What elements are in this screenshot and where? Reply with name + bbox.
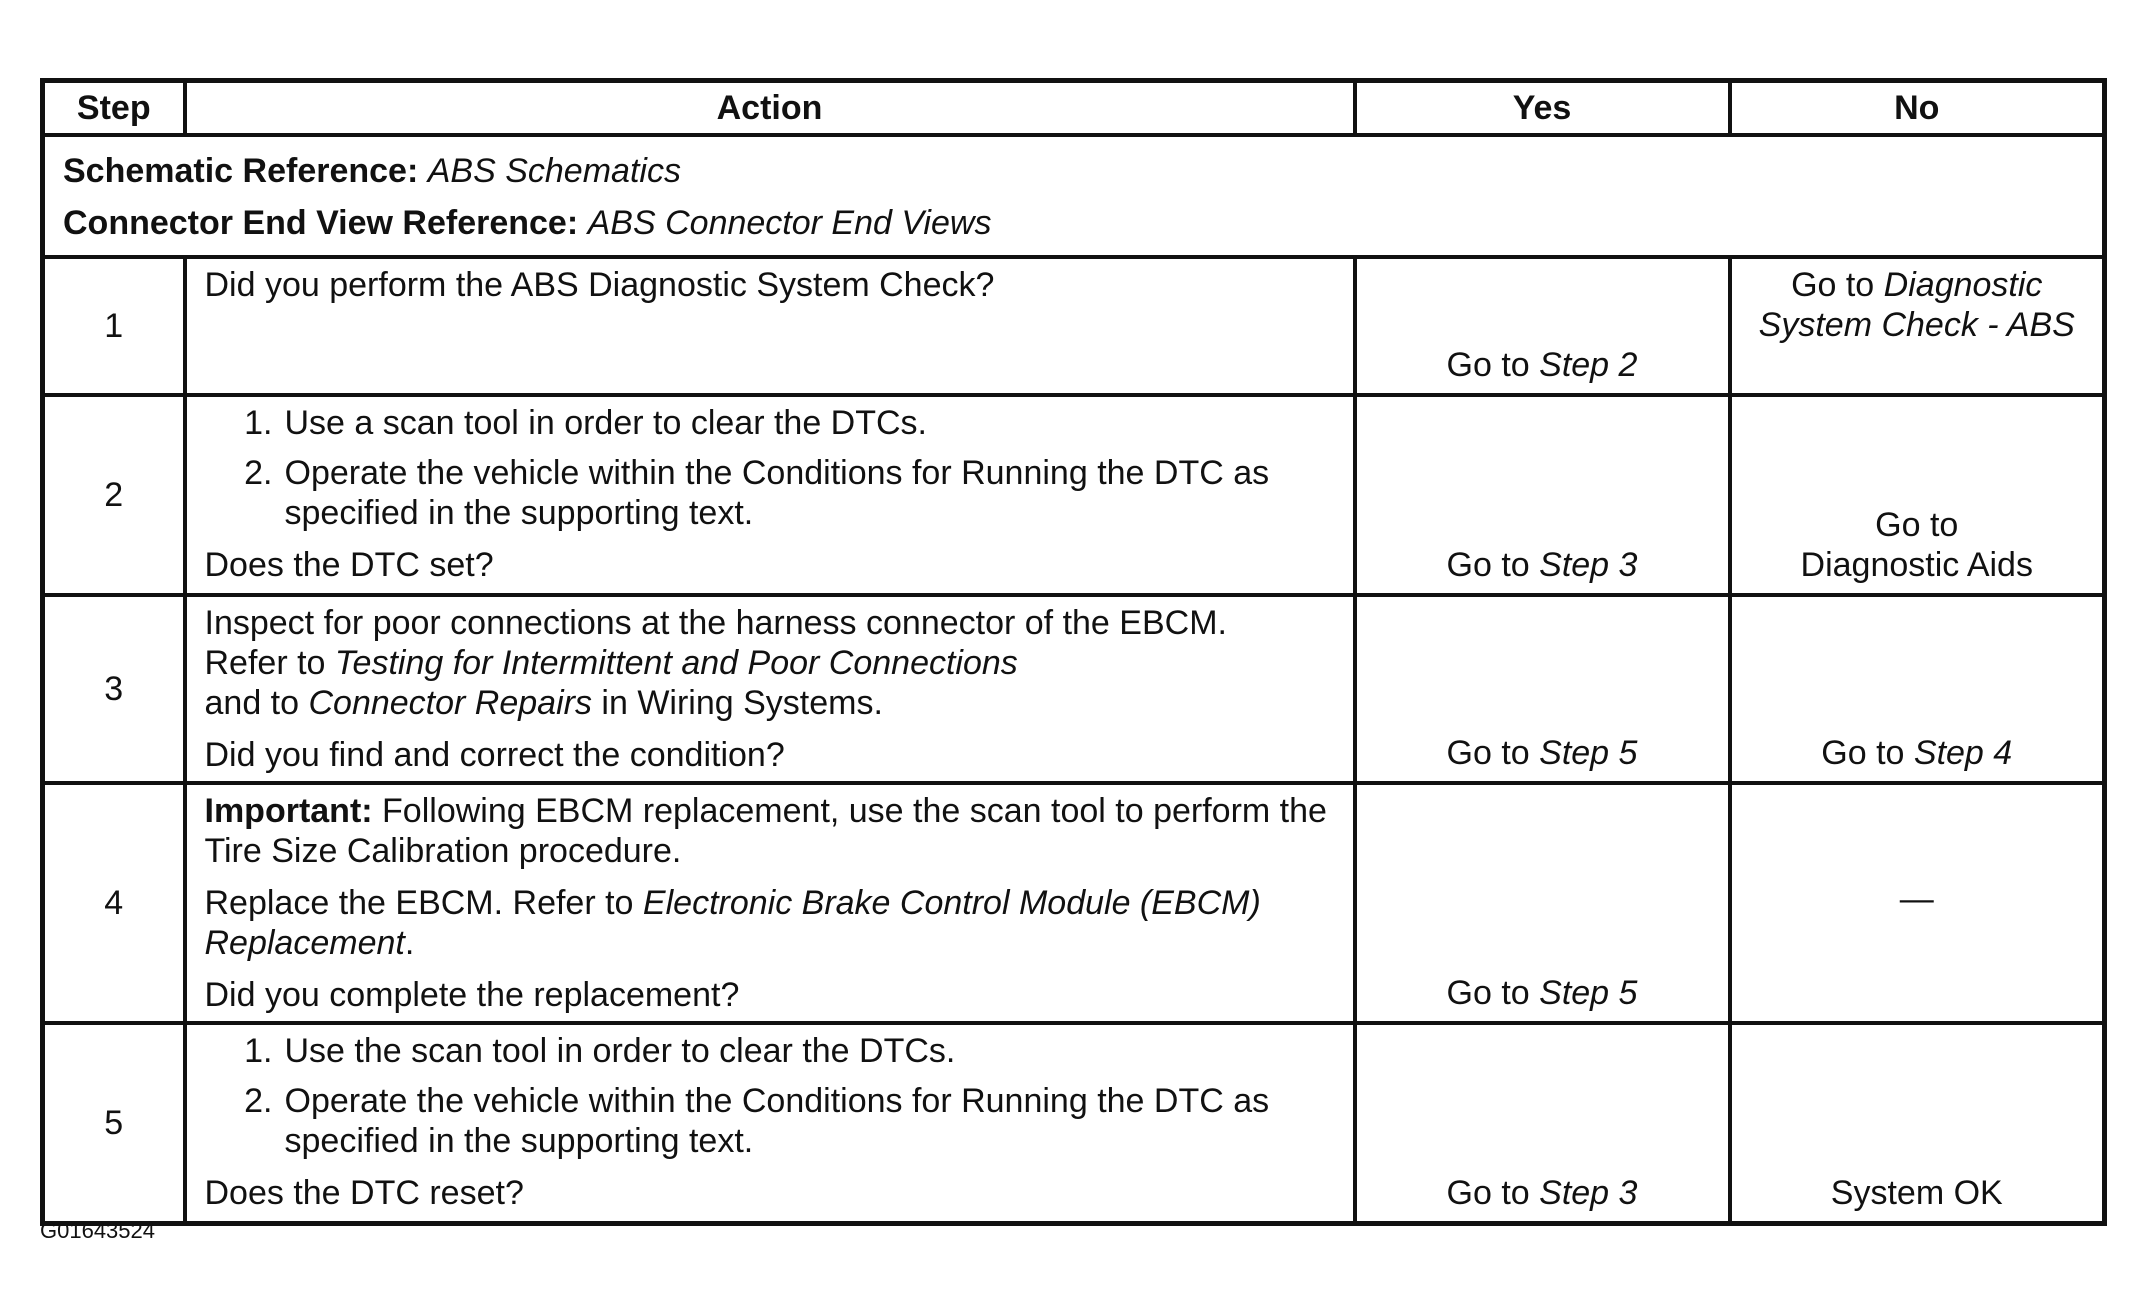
diagnostic-table xyxy=(40,78,2107,1226)
important-text: Following EBCM replacement, use the scan tool to perform the Tire Size Calibration procedure. xyxy=(204,792,1327,870)
list-number: 1. xyxy=(244,1032,273,1070)
and-to-prefix: and to xyxy=(204,684,309,722)
important-label: Important: xyxy=(204,792,373,830)
connector-reference xyxy=(63,197,2084,249)
step-number: 4 xyxy=(43,783,185,1023)
no-cell xyxy=(1730,783,2105,1023)
connector-reference-label: Connector End View Reference: xyxy=(63,204,579,242)
action-cell xyxy=(185,783,1355,1023)
yes-prefix: Go to xyxy=(1446,1173,1540,1212)
yes-link[interactable]: Step 3 xyxy=(1539,546,1638,584)
yes-prefix: Go to xyxy=(1446,546,1540,584)
table-row xyxy=(43,783,2105,1023)
list-number: 1. xyxy=(244,404,273,442)
yes-link[interactable]: Step 2 xyxy=(1539,346,1638,384)
table-header-row xyxy=(43,81,2105,136)
yes-cell xyxy=(1355,783,1730,1023)
step-number: 1 xyxy=(43,257,185,395)
no-cell xyxy=(1730,395,2105,595)
list-number: 2. xyxy=(244,454,273,492)
header-no: No xyxy=(1730,81,2105,136)
step-number: 5 xyxy=(43,1023,185,1223)
list-item xyxy=(205,1031,1339,1071)
no-link[interactable]: Diagnostic System Check - ABS xyxy=(1758,266,2075,344)
action-question: Does the DTC reset? xyxy=(204,1174,524,1212)
schematic-reference-label: Schematic Reference: xyxy=(63,152,419,190)
header-yes: Yes xyxy=(1355,81,1730,136)
replace-instruction xyxy=(205,883,1339,963)
list-number: 2. xyxy=(244,1082,273,1120)
action-question: Does the DTC set? xyxy=(204,546,494,584)
inspect-text: Inspect for poor connections at the harness connector of the EBCM. xyxy=(204,604,1227,642)
yes-prefix: Go to xyxy=(1446,974,1540,1012)
action-list xyxy=(205,1031,1339,1161)
yes-cell xyxy=(1355,257,1730,395)
header-step: Step xyxy=(43,81,185,136)
action-cell xyxy=(185,1023,1355,1223)
list-text: Operate the vehicle within the Conditions for Running the DTC as specified in the supporting text. xyxy=(284,454,1270,532)
yes-prefix: Go to xyxy=(1446,346,1540,384)
list-item xyxy=(205,453,1339,533)
action-question: Did you find and correct the condition? xyxy=(204,736,785,774)
action-cell xyxy=(185,395,1355,595)
action-text xyxy=(205,603,1339,723)
list-text: Operate the vehicle within the Conditions for Running the DTC as specified in the supporting text. xyxy=(284,1082,1270,1160)
yes-prefix: Go to xyxy=(1446,734,1540,772)
connector-repairs-link[interactable]: Connector Repairs xyxy=(308,684,592,722)
testing-link[interactable]: Testing for Intermittent and Poor Connections xyxy=(334,644,1018,682)
schematic-reference-link[interactable]: ABS Schematics xyxy=(427,152,681,190)
no-prefix: Go to xyxy=(1821,734,1914,772)
action-list xyxy=(205,403,1339,533)
figure-id: G01643524 xyxy=(40,1218,155,1243)
replace-suffix: . xyxy=(404,924,415,962)
system-ok-text: System OK xyxy=(1830,1173,2003,1212)
action-cell xyxy=(185,257,1355,395)
yes-cell xyxy=(1355,395,1730,595)
wiring-suffix: in Wiring Systems. xyxy=(591,684,883,722)
yes-cell xyxy=(1355,1023,1730,1223)
list-item xyxy=(205,1081,1339,1161)
no-dash: — xyxy=(1899,880,1934,918)
ebcm-replacement-link[interactable]: Electronic Brake Control Module (EBCM) Replacement xyxy=(204,884,1261,962)
table-row xyxy=(43,595,2105,783)
step-number: 3 xyxy=(43,595,185,783)
no-cell xyxy=(1730,1023,2105,1223)
table-row xyxy=(43,395,2105,595)
table-row xyxy=(43,257,2105,395)
no-cell xyxy=(1730,595,2105,783)
list-text: Use a scan tool in order to clear the DTCs. xyxy=(284,404,927,442)
important-note xyxy=(205,791,1339,871)
action-text: Did you perform the ABS Diagnostic System Check? xyxy=(204,266,995,304)
header-action: Action xyxy=(185,81,1355,136)
yes-cell xyxy=(1355,595,1730,783)
refer-prefix: Refer to xyxy=(204,644,335,682)
yes-link[interactable]: Step 5 xyxy=(1539,734,1638,772)
no-link[interactable]: Diagnostic Aids xyxy=(1800,546,2033,584)
replace-prefix: Replace the EBCM. Refer to xyxy=(204,884,643,922)
no-line-1: Go to xyxy=(1875,506,1959,544)
action-question: Did you complete the replacement? xyxy=(204,976,740,1014)
no-prefix: Go to xyxy=(1791,266,1884,304)
no-link[interactable]: Step 4 xyxy=(1913,734,2013,772)
action-cell xyxy=(185,595,1355,783)
schematic-reference xyxy=(63,145,2084,197)
connector-reference-link[interactable]: ABS Connector End Views xyxy=(587,204,992,242)
reference-cell xyxy=(43,135,2105,257)
list-text: Use the scan tool in order to clear the DTCs. xyxy=(284,1032,956,1070)
table-row xyxy=(43,1023,2105,1223)
step-number: 2 xyxy=(43,395,185,595)
reference-row xyxy=(43,135,2105,257)
list-item xyxy=(205,403,1339,443)
yes-link[interactable]: Step 3 xyxy=(1539,1173,1638,1212)
no-cell xyxy=(1730,257,2105,395)
yes-link[interactable]: Step 5 xyxy=(1539,974,1638,1012)
